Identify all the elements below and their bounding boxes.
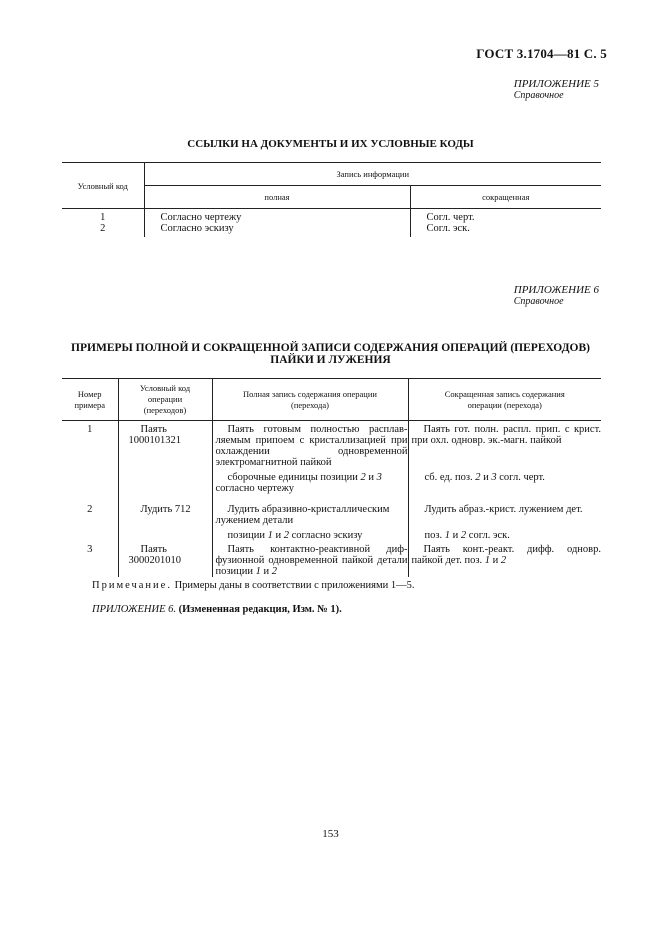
example-full-record-cont: сборочные единицы позиции 2 и 3 согласно чертежу [212,468,408,504]
example-opcode: Паять 1000101321 [118,421,212,469]
example-short-record: Паять гот. полн. распл. прип. с крист. при охл. одновр. эк.-магн. пайкой [408,421,601,469]
appendix-6-title: ПРИЛОЖЕНИЕ 6 [513,284,599,296]
page-number: 153 [322,828,339,840]
col-opcode-header: Условный код операции (переходов) [118,379,212,421]
table-row [62,504,601,526]
col-full-record-header: Полная запись содержания операции (перехода) [212,379,408,421]
note-label: Примечание. [92,580,172,591]
col-full-header: полная [144,186,410,209]
example-number: 3 [87,544,93,555]
row-full: Согласно чертежу [144,209,410,224]
appendix-5-label [514,78,599,102]
table-row [62,421,601,469]
appendix-5-title: ПРИЛОЖЕНИЕ 5 [513,78,599,90]
example-full-record: Паять контактно-реактивной диф-фузионной одновременной пайкой детали позиции 1 и 2 [212,544,408,577]
example-short-record: Паять конт.-реакт. дифф. одновр. пайкой дет. поз. 1 и 2 [408,544,601,577]
table-row [62,223,601,237]
example-short-record-cont: поз. 1 и 2 согл. эск. [408,526,601,544]
codes-table [62,162,601,237]
row-short: Согл. эск. [410,223,601,237]
col-code-header: Условный код [62,163,144,209]
change-label: ПРИЛОЖЕНИЕ 6. [92,604,176,615]
change-note [92,604,342,615]
example-opcode: Паять 3000201010 [118,544,212,577]
example-full-record: Лудить абразивно-кристаллическим лужением детали [212,504,408,526]
section-1-title: ССЫЛКИ НА ДОКУМЕНТЫ И ИХ УСЛОВНЫЕ КОДЫ [187,138,474,150]
example-full-record-cont: позиции 1 и 2 согласно эскизу [212,526,408,544]
section-2-title-line1: ПРИМЕРЫ ПОЛНОЙ И СОКРАЩЕННОЙ ЗАПИСИ СОДЕРЖАНИЯ ОПЕРАЦИЙ (ПЕРЕХОДОВ) [71,342,590,354]
example-opcode: Лудить 712 [118,504,212,526]
col-short-header: сокращенная [410,186,601,209]
example-short-record: Лудить абраз.-крист. лужением дет. [408,504,601,526]
appendix-5-type: Справочное [513,90,564,101]
example-number: 1 [87,424,93,435]
col-number-header: Номер примера [62,379,118,421]
example-number: 2 [87,504,93,515]
appendix-6-label [514,284,599,308]
table-row [62,468,601,504]
example-short-record-cont: сб. ед. поз. 2 и 3 согл. черт. [408,468,601,504]
col-short-record-header: Сокращенная запись содержания операции (перехода) [408,379,601,421]
standard-header: ГОСТ 3.1704—81 С. 5 [476,46,607,61]
note [92,580,414,591]
row-short: Согл. черт. [410,209,601,224]
row-code: 2 [100,223,106,234]
table-row [62,544,601,577]
col-record-header: Запись информации [144,163,601,186]
appendix-6-type: Справочное [513,296,564,307]
section-2-title-line2: ПАЙКИ И ЛУЖЕНИЯ [270,354,391,366]
note-text: Примеры даны в соответствии с приложениями 1—5. [174,580,415,591]
table-row [62,209,601,224]
row-code: 1 [100,212,106,223]
examples-table [62,378,601,577]
section-2-title [60,342,601,366]
table-row [62,526,601,544]
change-text: (Измененная редакция, Изм. № 1). [178,604,342,615]
example-full-record: Паять готовым полностью расплав-ляемым припоем с кристаллизацией при охлаждении одновременной электромагнитной пайкой [212,421,408,469]
row-full: Согласно эскизу [144,223,410,237]
